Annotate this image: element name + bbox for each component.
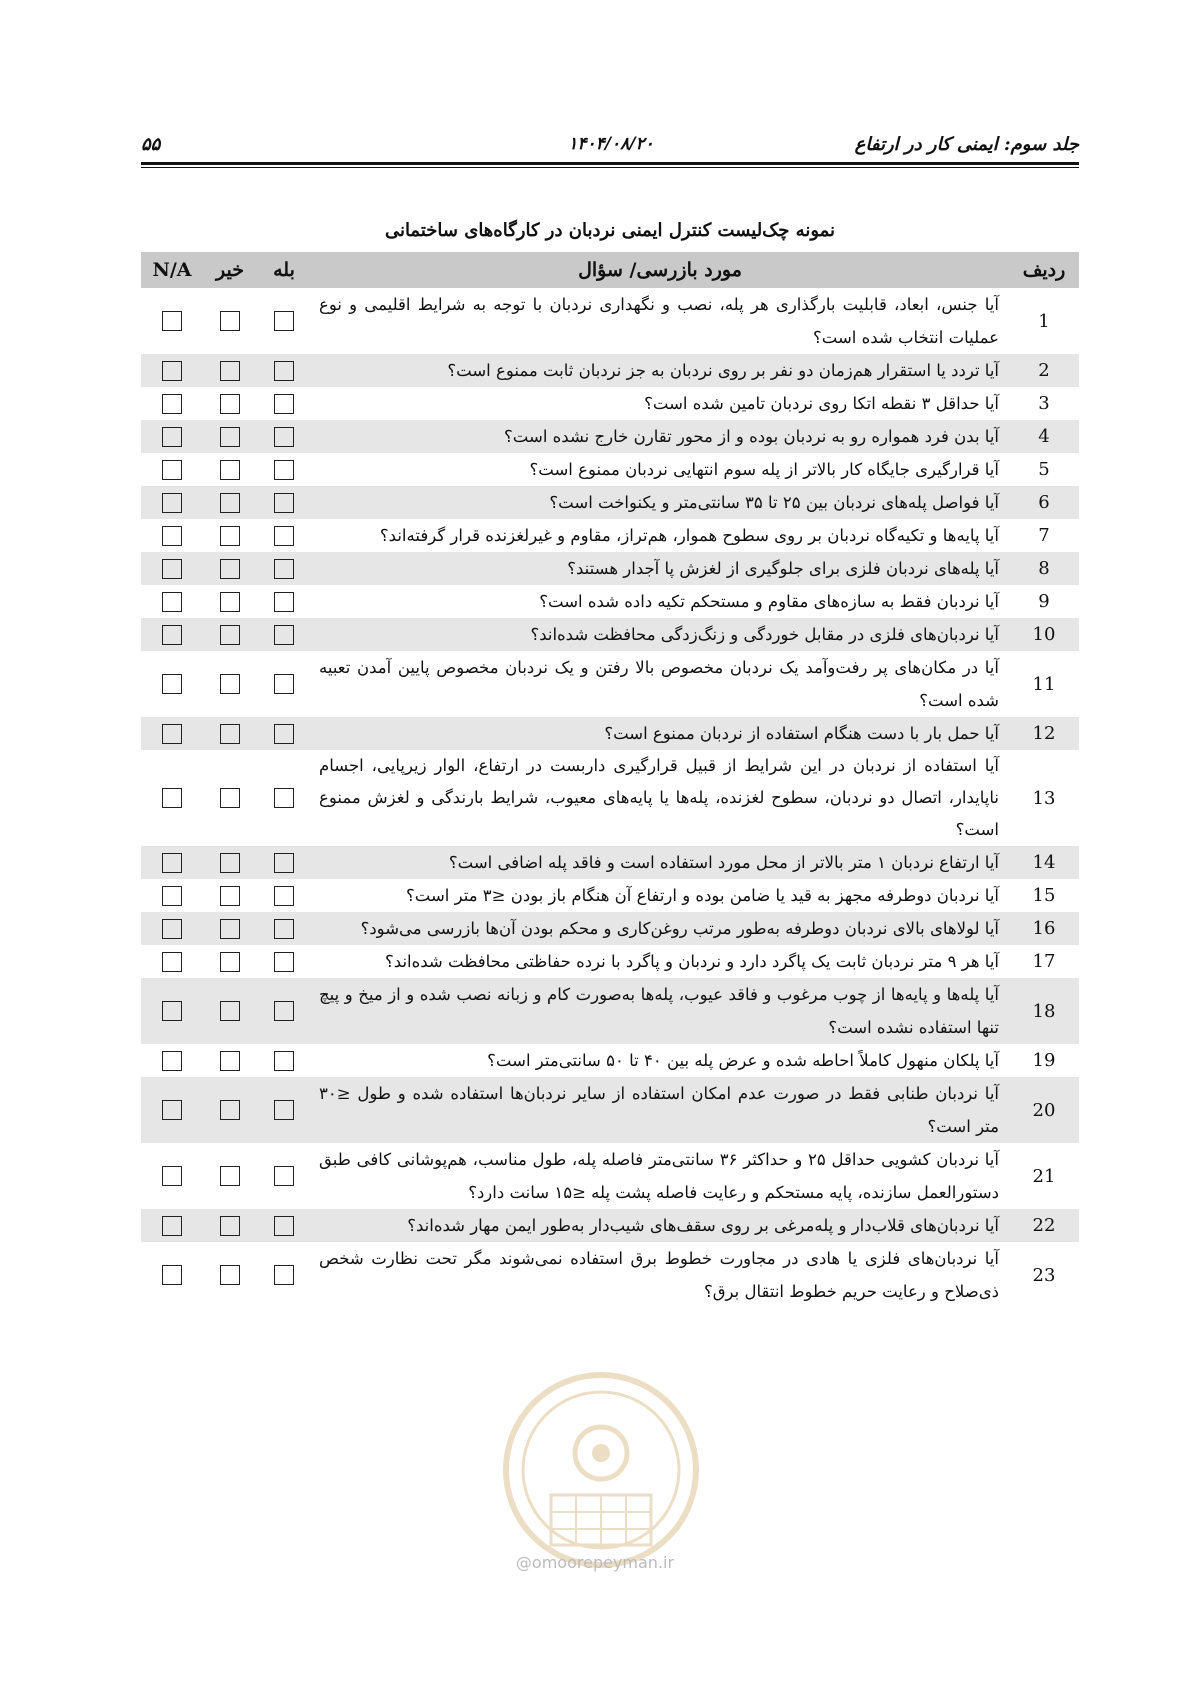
- checkbox-yes[interactable]: [274, 1051, 294, 1071]
- cell-na: [141, 651, 203, 717]
- checkbox-na[interactable]: [162, 1265, 182, 1285]
- row-number: 12: [1009, 717, 1079, 750]
- table-row: [141, 1242, 1079, 1308]
- checkbox-yes[interactable]: [274, 1216, 294, 1236]
- cell-na: [141, 354, 203, 387]
- cell-no: [203, 879, 257, 912]
- checkbox-na[interactable]: [162, 1216, 182, 1236]
- table-row: [141, 1143, 1079, 1209]
- header-na: N/A: [141, 252, 203, 288]
- table-row: [141, 552, 1079, 585]
- cell-na: [141, 585, 203, 618]
- cell-no: [203, 912, 257, 945]
- checkbox-yes[interactable]: [274, 886, 294, 906]
- checkbox-no[interactable]: [220, 1051, 240, 1071]
- cell-na: [141, 387, 203, 420]
- row-number: 21: [1032, 1165, 1056, 1187]
- cell-yes: [257, 288, 311, 354]
- question-text: آیا نردبان کشویی حداقل ۲۵ و حداکثر ۳۶ سانتی‌متر فاصله پله، طول مناسب، هم‌پوشانی کافی طبق دستورالعمل سازنده، پایه مستحکم و رعایت فاصله پشت پله ≤۱۵ سانت دارد؟: [319, 1150, 999, 1202]
- checkbox-na[interactable]: [162, 592, 182, 612]
- checkbox-na[interactable]: [162, 1100, 182, 1120]
- cell-na: [141, 1209, 203, 1242]
- cell-no: [203, 552, 257, 585]
- running-title: جلد سوم: ایمنی کار در ارتفاع: [854, 134, 1079, 155]
- checkbox-na[interactable]: [162, 311, 182, 331]
- row-number: 5: [1038, 459, 1050, 480]
- checkbox-yes[interactable]: [274, 1265, 294, 1285]
- cell-yes: [257, 945, 311, 978]
- table-row: [141, 912, 1079, 945]
- row-number: 1: [1038, 310, 1050, 332]
- table-row: [141, 651, 1079, 717]
- checkbox-no[interactable]: [220, 625, 240, 645]
- checkbox-no[interactable]: [220, 1265, 240, 1285]
- checkbox-na[interactable]: [162, 625, 182, 645]
- cell-no: [203, 1077, 257, 1143]
- question-text: آیا حداقل ۳ نقطه اتکا روی نردبان تامین شده است؟: [644, 394, 999, 413]
- row-number: 18: [1009, 978, 1079, 1044]
- header-date: ۱۴۰۴/۰۸/۲۰: [568, 134, 654, 154]
- checkbox-no[interactable]: [220, 394, 240, 414]
- checkbox-yes[interactable]: [274, 724, 294, 744]
- cell-na: [141, 1044, 203, 1077]
- row-number: 19: [1032, 1050, 1056, 1071]
- table-row: [141, 420, 1079, 453]
- checkbox-no[interactable]: [220, 559, 240, 579]
- cell-na: [141, 1242, 203, 1308]
- checkbox-no[interactable]: [220, 788, 240, 808]
- cell-na: [141, 879, 203, 912]
- cell-yes: [257, 420, 311, 453]
- cell-na: [141, 552, 203, 585]
- row-number: 8: [1009, 552, 1079, 585]
- checkbox-no[interactable]: [220, 853, 240, 873]
- checkbox-na[interactable]: [162, 394, 182, 414]
- cell-na: [141, 750, 203, 846]
- header-row-number: ردیف: [1009, 252, 1079, 288]
- checkbox-yes[interactable]: [274, 625, 294, 645]
- cell-no: [203, 717, 257, 750]
- cell-yes: [257, 618, 311, 651]
- cell-na: [141, 912, 203, 945]
- table-row: [141, 288, 1079, 354]
- question-text: آیا نردبان دوطرفه مجهز به قید یا ضامن بوده و ارتفاع آن هنگام باز بودن ≤۳ متر است؟: [406, 886, 999, 905]
- table-body: [141, 288, 1079, 1308]
- cell-no: [203, 519, 257, 552]
- table-row: [141, 1044, 1079, 1077]
- cell-yes: [257, 750, 311, 846]
- header-rule-thin: [141, 167, 1079, 168]
- cell-na: [141, 1143, 203, 1209]
- question-text: آیا تردد یا استقرار هم‌زمان دو نفر بر روی نردبان به جز نردبان ثابت ممنوع است؟: [311, 354, 1009, 387]
- question-text: آیا فواصل پله‌های نردبان بین ۲۵ تا ۳۵ سانتی‌متر و یکنواخت است؟: [311, 486, 1009, 519]
- checklist-title: نمونه چک‌لیست کنترل ایمنی نردبان در کارگاه‌های ساختمانی: [384, 220, 836, 241]
- checkbox-na[interactable]: [162, 460, 182, 480]
- question-text: آیا پله‌ها و پایه‌ها از چوب مرغوب و فاقد عیوب، پله‌ها به‌صورت کام و زبانه نصب شده و از میخ و پیچ تنها استفاده نشده است؟: [311, 978, 1009, 1044]
- checkbox-no[interactable]: [220, 460, 240, 480]
- cell-no: [203, 387, 257, 420]
- row-number: 22: [1009, 1209, 1079, 1242]
- question-text: آیا استفاده از نردبان در این شرایط از قبیل قرارگیری داربست در ارتفاع، الوار زیرپایی، اجسام ناپایدار، اتصال دو نردبان، سطوح لغزنده، پله‌ها یا پایه‌های معیوب، شرایط بارندگی و لغزش ممنوع است؟: [319, 756, 999, 839]
- checkbox-yes[interactable]: [274, 592, 294, 612]
- table-header-row: [141, 252, 1079, 288]
- table-row: [141, 354, 1079, 387]
- cell-no: [203, 486, 257, 519]
- cell-yes: [257, 879, 311, 912]
- cell-no: [203, 453, 257, 486]
- row-number: 4: [1009, 420, 1079, 453]
- cell-yes: [257, 585, 311, 618]
- cell-na: [141, 945, 203, 978]
- checkbox-yes[interactable]: [274, 919, 294, 939]
- checkbox-na[interactable]: [162, 526, 182, 546]
- checkbox-no[interactable]: [220, 952, 240, 972]
- checkbox-na[interactable]: [162, 1051, 182, 1071]
- checkbox-na[interactable]: [162, 674, 182, 694]
- cell-yes: [257, 387, 311, 420]
- cell-no: [203, 945, 257, 978]
- checkbox-no[interactable]: [220, 311, 240, 331]
- checkbox-na[interactable]: [162, 853, 182, 873]
- cell-no: [203, 1143, 257, 1209]
- row-number: 14: [1009, 846, 1079, 879]
- checkbox-no[interactable]: [220, 1100, 240, 1120]
- row-number: 15: [1032, 885, 1056, 906]
- checkbox-no[interactable]: [220, 1216, 240, 1236]
- checkbox-no[interactable]: [220, 724, 240, 744]
- checkbox-no[interactable]: [220, 674, 240, 694]
- row-number: 17: [1032, 951, 1056, 972]
- checkbox-no[interactable]: [220, 1001, 240, 1021]
- checkbox-no[interactable]: [220, 427, 240, 447]
- checkbox-yes[interactable]: [274, 788, 294, 808]
- cell-yes: [257, 846, 311, 879]
- row-number: 20: [1009, 1077, 1079, 1143]
- cell-no: [203, 288, 257, 354]
- question-text: آیا نردبان فقط به سازه‌های مقاوم و مستحکم تکیه داده شده است؟: [539, 592, 999, 611]
- cell-yes: [257, 1077, 311, 1143]
- cell-yes: [257, 453, 311, 486]
- table-row: [141, 387, 1079, 420]
- cell-no: [203, 1242, 257, 1308]
- cell-yes: [257, 912, 311, 945]
- cell-no: [203, 585, 257, 618]
- checkbox-yes[interactable]: [274, 361, 294, 381]
- checkbox-yes[interactable]: [274, 674, 294, 694]
- cell-yes: [257, 717, 311, 750]
- table-row: [141, 519, 1079, 552]
- table-row: [141, 1077, 1079, 1143]
- cell-yes: [257, 519, 311, 552]
- table-row: [141, 879, 1079, 912]
- cell-no: [203, 1044, 257, 1077]
- checkbox-yes[interactable]: [274, 526, 294, 546]
- checkbox-no[interactable]: [220, 361, 240, 381]
- question-text: آیا حمل بار با دست هنگام استفاده از نردبان ممنوع است؟: [311, 717, 1009, 750]
- header-rule-thick: [141, 162, 1079, 165]
- row-number: 16: [1009, 912, 1079, 945]
- checkbox-no[interactable]: [220, 592, 240, 612]
- cell-na: [141, 420, 203, 453]
- cell-no: [203, 618, 257, 651]
- question-text: آیا پایه‌ها و تکیه‌گاه نردبان بر روی سطوح هموار، هم‌تراز، مقاوم و غیرلغزنده قرار گرفته‌اند؟: [379, 526, 999, 545]
- question-text: آیا نردبان‌های فلزی در مقابل خوردگی و زنگ‌زدگی محافظت شده‌اند؟: [311, 618, 1009, 651]
- table-row: [141, 717, 1079, 750]
- cell-yes: [257, 1143, 311, 1209]
- table-row: [141, 453, 1079, 486]
- row-number: 7: [1038, 525, 1050, 546]
- checkbox-yes[interactable]: [274, 853, 294, 873]
- question-text: آیا ارتفاع نردبان ۱ متر بالاتر از محل مورد استفاده است و فاقد پله اضافی است؟: [311, 846, 1009, 879]
- cell-yes: [257, 1209, 311, 1242]
- checkbox-na[interactable]: [162, 427, 182, 447]
- cell-no: [203, 1209, 257, 1242]
- question-text: آیا نردبان طنابی فقط در صورت عدم امکان استفاده از سایر نردبان‌ها استفاده شده و طول ≤۳۰ متر است؟: [311, 1077, 1009, 1143]
- question-text: آیا نردبان‌های قلاب‌دار و پله‌مرغی بر روی سقف‌های شیب‌دار به‌طور ایمن مهار شده‌اند؟: [311, 1209, 1009, 1242]
- row-number: 23: [1032, 1264, 1056, 1286]
- checkbox-yes[interactable]: [274, 1166, 294, 1186]
- checkbox-yes[interactable]: [274, 493, 294, 513]
- table-row: [141, 1209, 1079, 1242]
- checkbox-na[interactable]: [162, 1001, 182, 1021]
- cell-yes: [257, 486, 311, 519]
- cell-na: [141, 978, 203, 1044]
- checkbox-yes[interactable]: [274, 311, 294, 331]
- checkbox-yes[interactable]: [274, 952, 294, 972]
- row-number: 3: [1038, 393, 1050, 414]
- table-row: [141, 750, 1079, 846]
- cell-na: [141, 288, 203, 354]
- checkbox-yes[interactable]: [274, 1001, 294, 1021]
- checkbox-na[interactable]: [162, 493, 182, 513]
- cell-na: [141, 618, 203, 651]
- cell-na: [141, 717, 203, 750]
- cell-yes: [257, 354, 311, 387]
- row-number: 13: [1032, 787, 1056, 809]
- row-number: 10: [1009, 618, 1079, 651]
- question-text: آیا بدن فرد همواره رو به نردبان بوده و از محور تقارن خارج نشده است؟: [311, 420, 1009, 453]
- checkbox-na[interactable]: [162, 919, 182, 939]
- cell-no: [203, 354, 257, 387]
- checklist-table: [141, 252, 1079, 1308]
- table-row: [141, 585, 1079, 618]
- checkbox-no[interactable]: [220, 919, 240, 939]
- checkbox-na[interactable]: [162, 1166, 182, 1186]
- cell-no: [203, 651, 257, 717]
- question-text: آیا پلکان منهول کاملاً احاطه شده و عرض پله بین ۴۰ تا ۵۰ سانتی‌متر است؟: [487, 1051, 999, 1070]
- checkbox-no[interactable]: [220, 493, 240, 513]
- cell-yes: [257, 552, 311, 585]
- question-text: آیا پله‌های نردبان فلزی برای جلوگیری از لغزش پا آجدار هستند؟: [311, 552, 1009, 585]
- question-text: آیا لولاهای بالای نردبان دوطرفه به‌طور مرتب روغن‌کاری و محکم بودن آن‌ها بازرسی می‌شود؟: [311, 912, 1009, 945]
- checkbox-no[interactable]: [220, 1166, 240, 1186]
- cell-na: [141, 486, 203, 519]
- cell-yes: [257, 1044, 311, 1077]
- cell-no: [203, 420, 257, 453]
- table-row: [141, 846, 1079, 879]
- header-question: مورد بازرسی/ سؤال: [311, 252, 1009, 288]
- row-number: 2: [1009, 354, 1079, 387]
- cell-na: [141, 1077, 203, 1143]
- cell-na: [141, 453, 203, 486]
- checkbox-yes[interactable]: [274, 427, 294, 447]
- row-number: 9: [1038, 591, 1050, 612]
- checkbox-na[interactable]: [162, 361, 182, 381]
- cell-no: [203, 846, 257, 879]
- checkbox-na[interactable]: [162, 886, 182, 906]
- header-no: خیر: [203, 252, 257, 288]
- checkbox-yes[interactable]: [274, 559, 294, 579]
- page-header: [141, 128, 1079, 164]
- cell-no: [203, 978, 257, 1044]
- checkbox-no[interactable]: [220, 886, 240, 906]
- cell-yes: [257, 978, 311, 1044]
- checkbox-na[interactable]: [162, 724, 182, 744]
- cell-yes: [257, 651, 311, 717]
- question-text: آیا هر ۹ متر نردبان ثابت یک پاگرد دارد و نردبان و پاگرد با نرده حفاظتی محافظت شده‌اند؟: [385, 952, 999, 971]
- checkbox-na[interactable]: [162, 788, 182, 808]
- question-text: آیا نردبان‌های فلزی یا هادی در مجاورت خطوط برق استفاده نمی‌شوند مگر تحت نظارت شخص ذی‌صلاح و رعایت حریم خطوط انتقال برق؟: [319, 1249, 999, 1301]
- row-number: 11: [1032, 673, 1056, 695]
- checkbox-yes[interactable]: [274, 394, 294, 414]
- cell-yes: [257, 1242, 311, 1308]
- table-row: [141, 945, 1079, 978]
- page-number: ۵۵: [141, 134, 161, 155]
- question-text: آیا در مکان‌های پر رفت‌وآمد یک نردبان مخصوص بالا رفتن و یک نردبان مخصوص پایین آمدن تعبیه شده است؟: [319, 658, 999, 710]
- question-text: آیا جنس، ابعاد، قابلیت بارگذاری هر پله، نصب و نگهداری نردبان با توجه به شرایط اقلیمی و نوع عملیات انتخاب شده است؟: [319, 295, 999, 347]
- checkbox-na[interactable]: [162, 559, 182, 579]
- cell-na: [141, 846, 203, 879]
- question-text: آیا قرارگیری جایگاه کار بالاتر از پله سوم انتهایی نردبان ممنوع است؟: [529, 460, 999, 479]
- table-row: [141, 486, 1079, 519]
- cell-no: [203, 750, 257, 846]
- watermark-url: @omoorepeyman.ir: [515, 1553, 675, 1572]
- checkbox-na[interactable]: [162, 952, 182, 972]
- table-row: [141, 978, 1079, 1044]
- cell-na: [141, 519, 203, 552]
- row-number: 6: [1009, 486, 1079, 519]
- checkbox-yes[interactable]: [274, 1100, 294, 1120]
- header-yes: بله: [257, 252, 311, 288]
- table-row: [141, 618, 1079, 651]
- checkbox-yes[interactable]: [274, 460, 294, 480]
- checkbox-no[interactable]: [220, 526, 240, 546]
